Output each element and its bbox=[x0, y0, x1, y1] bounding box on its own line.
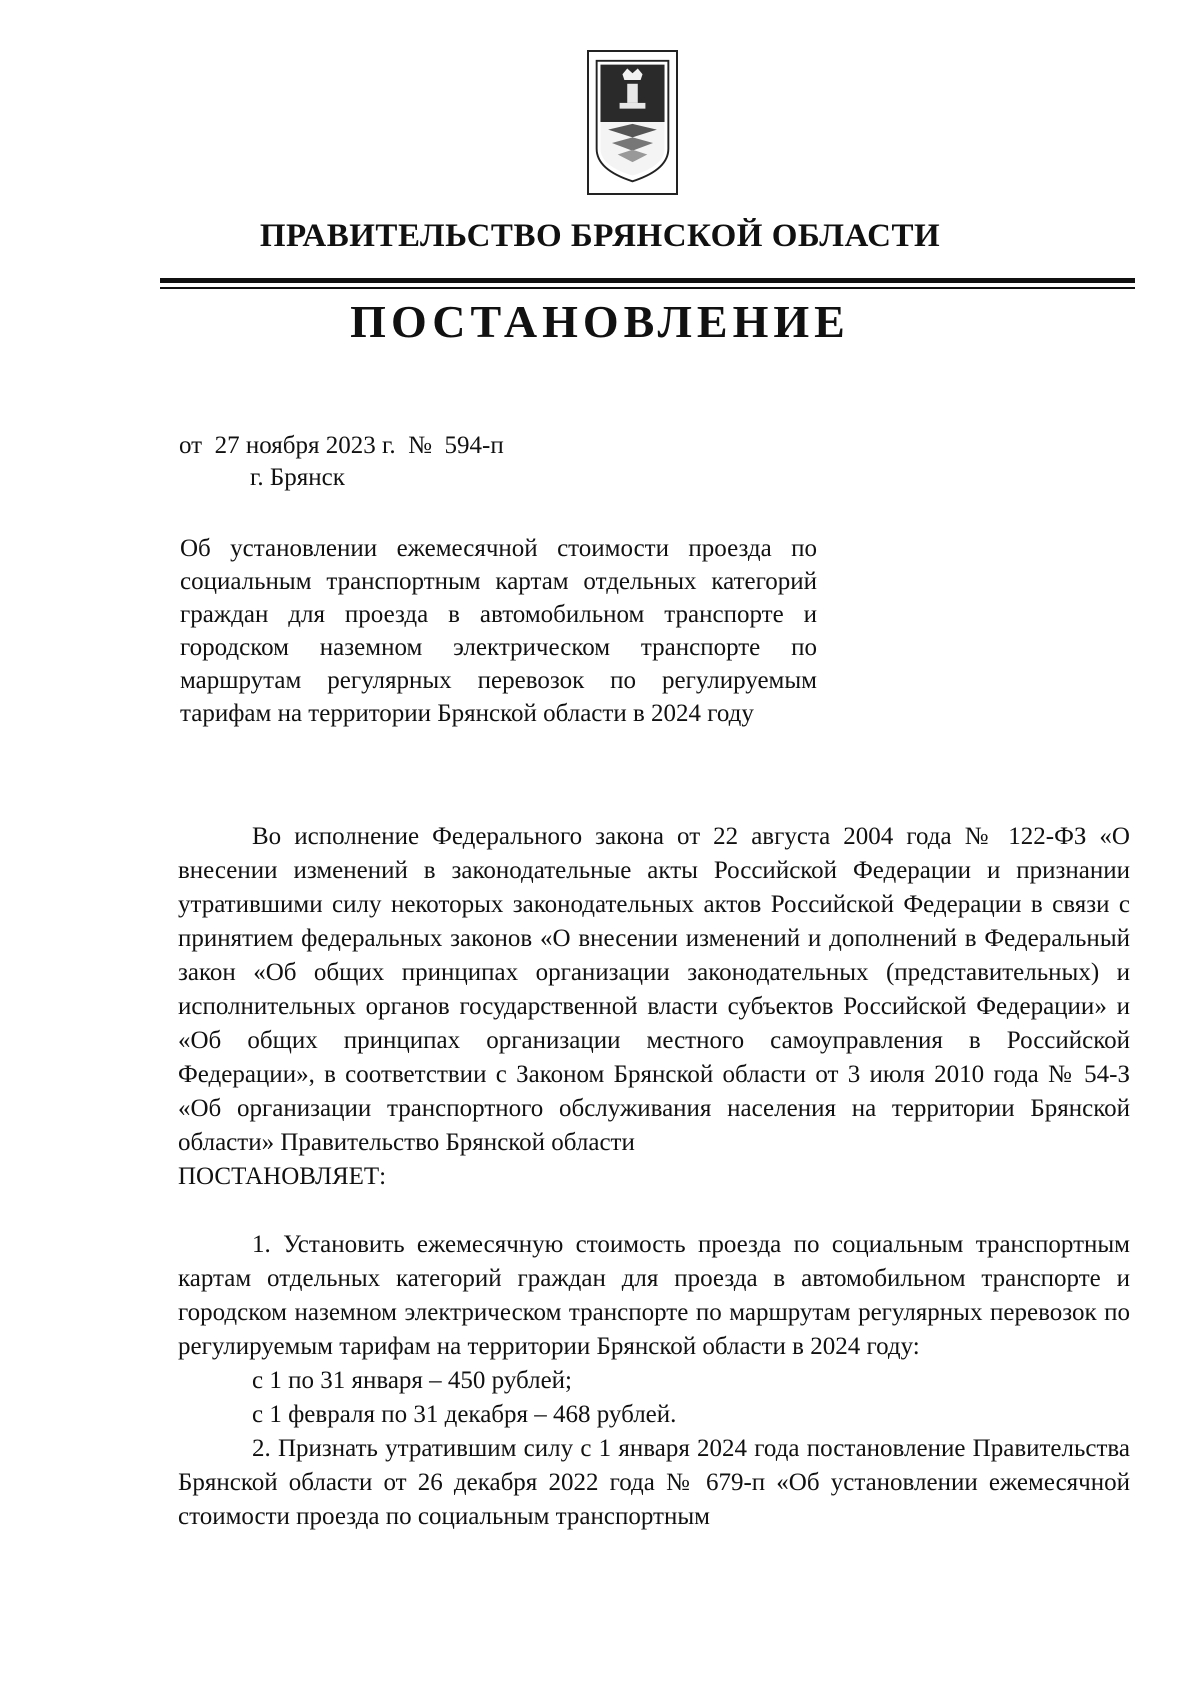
price-january: с 1 по 31 января – 450 рублей; bbox=[252, 1367, 573, 1394]
header-rule-thick bbox=[160, 278, 1135, 283]
document-date-number: от 27 ноября 2023 г. № 594-п bbox=[179, 432, 504, 459]
document-city: г. Брянск bbox=[250, 464, 345, 491]
paragraph-gap bbox=[178, 1194, 1130, 1228]
document-subject: Об установлении ежемесячной стоимости проезда по социальным транспортным картам отдельных категорий граждан для проезда в автомобильном транспорте и городском наземном электрическом транспорте по маршрутам регулярных перевозок по регулируемым тарифам на территории Брянской области в 2024 году bbox=[180, 535, 817, 727]
preamble-paragraph: Во исполнение Федерального закона от 22 августа 2004 года № 122-ФЗ «О внесении изменений в законодательные акты Российской Федерации и признании утратившими силу некоторых законодательных актов Российской Федерации в связи с принятием федеральных законов «О внесении изменений и дополнений в Федеральный закон «Об общих принципах организации законодательных (представительных) и исполнительных органов государственной власти субъектов Российской Федерации» и «Об общих принципах организации местного самоуправления в Российской Федерации», в соответствии с Законом Брянской области от 3 июля 2010 года № 54-З «Об организации транспортного обслуживания населения на территории Брянской области» Правительство Брянской области bbox=[178, 823, 1130, 1156]
coat-of-arms-icon bbox=[587, 50, 678, 195]
decree-word: ПОСТАНОВЛЯЕТ: bbox=[178, 1163, 387, 1190]
document-body bbox=[178, 820, 1130, 1534]
document-type-title: ПОСТАНОВЛЕНИЕ bbox=[350, 296, 850, 347]
price-february-december: с 1 февраля по 31 декабря – 468 рублей. bbox=[252, 1401, 677, 1428]
item-2-paragraph: 2. Признать утратившим силу с 1 января 2024 года постановление Правительства Брянской области от 26 декабря 2022 года № 679-п «Об установлении ежемесячной стоимости проезда по социальным транспортным bbox=[178, 1435, 1130, 1530]
header-rule-thin bbox=[160, 287, 1135, 289]
item-1-paragraph: 1. Установить ежемесячную стоимость проезда по социальным транспортным картам отдельных категорий граждан для проезда в автомобильном транспорте и городском наземном электрическом транспорте по маршрутам регулярных перевозок по регулируемым тарифам на территории Брянской области в 2024 году: bbox=[178, 1231, 1130, 1360]
organization-title: ПРАВИТЕЛЬСТВО БРЯНСКОЙ ОБЛАСТИ bbox=[259, 218, 941, 254]
